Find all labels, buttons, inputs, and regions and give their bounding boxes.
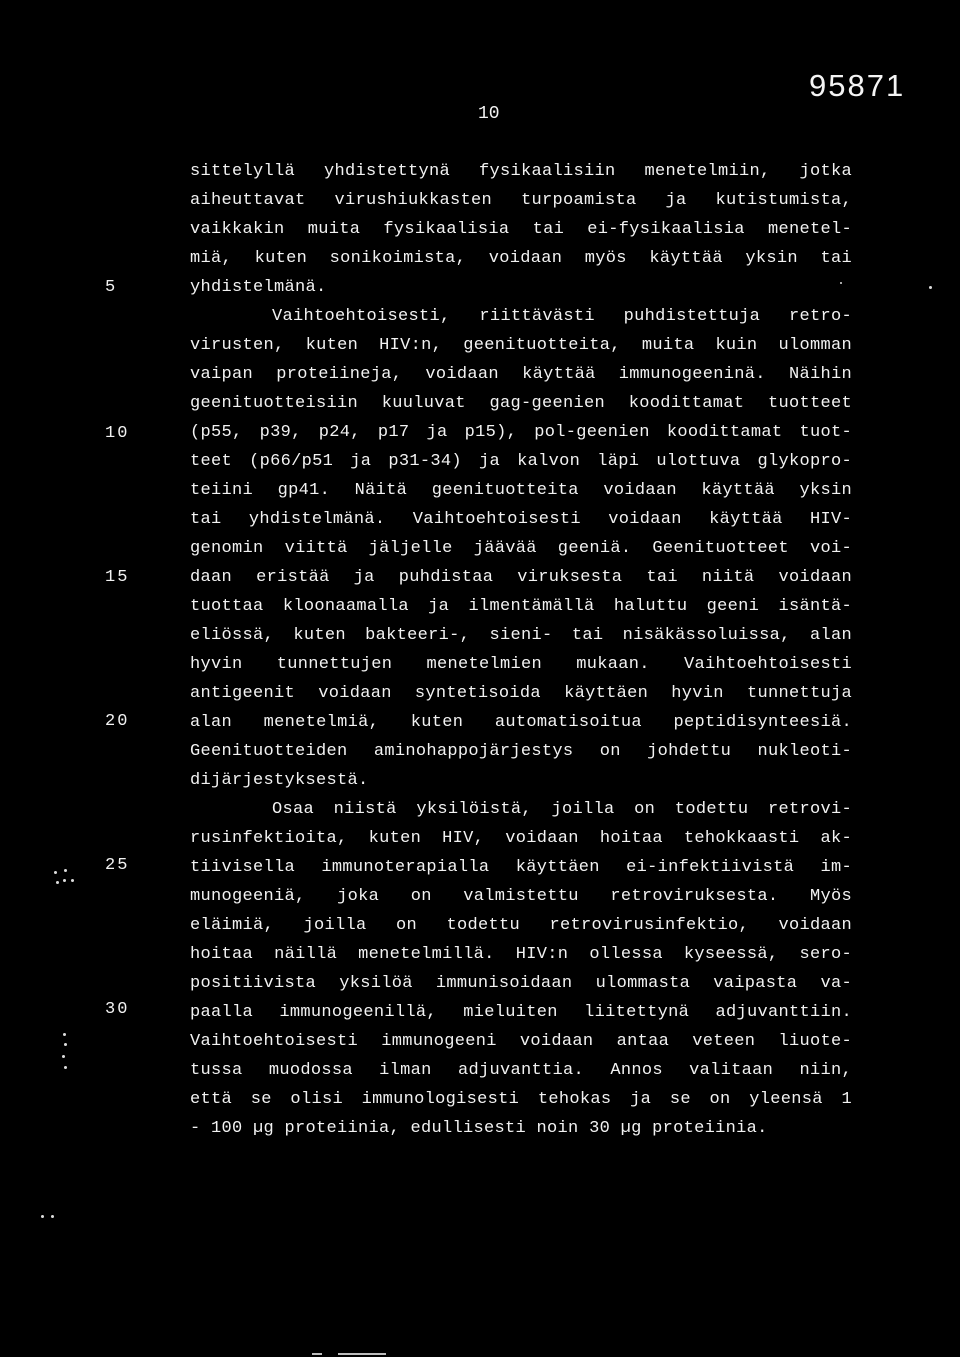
margin-line-number-5: 5	[105, 278, 118, 297]
text-line: eläimiä, joilla on todettu retrovirusinfektio, voidaan	[190, 916, 852, 935]
margin-line-number-20: 20	[105, 712, 130, 731]
text-line: paalla immunogeenillä, mieluiten liitettynä adjuvanttiin.	[190, 1003, 852, 1022]
text-line: Vaihtoehtoisesti, riittävästi puhdistettuja retro-	[272, 307, 852, 326]
scan-speck	[840, 282, 842, 284]
text-line: alan menetelmiä, kuten automatisoitua peptidisynteesiä.	[190, 713, 852, 732]
text-line: rusinfektioita, kuten HIV, voidaan hoitaa tehokkaasti ak-	[190, 829, 852, 848]
scan-speck	[71, 879, 74, 882]
text-line: daan eristää ja puhdistaa viruksesta tai niitä voidaan	[190, 568, 852, 587]
text-line: munogeeniä, joka on valmistettu retroviruksesta. Myös	[190, 887, 852, 906]
margin-line-number-25: 25	[105, 856, 130, 875]
text-line: sittelyllä yhdistettynä fysikaalisiin menetelmiin, jotka	[190, 162, 852, 181]
text-line: geenituotteisiin kuuluvat gag-geenien koodittamat tuotteet	[190, 394, 852, 413]
text-line: Geenituotteiden aminohappojärjestys on johdettu nukleoti-	[190, 742, 852, 761]
text-line: Osaa niistä yksilöistä, joilla on todettu retrovi-	[272, 800, 852, 819]
text-line: vaipan proteiineja, voidaan käyttää immunogeeninä. Näihin	[190, 365, 852, 384]
scan-speck	[41, 1215, 44, 1218]
margin-line-number-15: 15	[105, 568, 130, 587]
text-line: yhdistelmänä.	[190, 278, 327, 297]
text-line: virusten, kuten HIV:n, geenituotteita, muita kuin ulomman	[190, 336, 852, 355]
text-line: tuottaa kloonaamalla ja ilmentämällä haluttu geeni isäntä-	[190, 597, 852, 616]
text-line: - 100 µg proteiinia, edullisesti noin 30 µg proteiinia.	[190, 1119, 768, 1138]
scan-speck	[62, 1055, 65, 1058]
text-line: dijärjestyksestä.	[190, 771, 369, 790]
text-line: tai yhdistelmänä. Vaihtoehtoisesti voidaan käyttää HIV-	[190, 510, 852, 529]
scan-speck	[54, 871, 57, 874]
patent-number: 95871	[809, 68, 906, 103]
scan-edge-mark	[338, 1353, 386, 1355]
scan-speck	[64, 869, 67, 872]
scan-speck	[63, 1033, 66, 1036]
text-line: että se olisi immunologisesti tehokas ja se on yleensä 1	[190, 1090, 852, 1109]
text-line: vaikkakin muita fysikaalisia tai ei-fysikaalisia menetel-	[190, 220, 852, 239]
text-line: positiivista yksilöä immunisoidaan ulommasta vaipasta va-	[190, 974, 852, 993]
text-line: eliössä, kuten bakteeri-, sieni- tai nisäkässoluissa, alan	[190, 626, 852, 645]
text-line: tussa muodossa ilman adjuvanttia. Annos valitaan niin,	[190, 1061, 852, 1080]
page-number: 10	[478, 104, 500, 124]
text-line: hoitaa näillä menetelmillä. HIV:n ollessa kyseessä, sero-	[190, 945, 852, 964]
margin-line-number-30: 30	[105, 1000, 130, 1019]
scan-speck	[64, 1043, 67, 1046]
text-line: aiheuttavat virushiukkasten turpoamista ja kutistumista,	[190, 191, 852, 210]
text-line: miä, kuten sonikoimista, voidaan myös käyttää yksin tai	[190, 249, 852, 268]
text-line: (p55, p39, p24, p17 ja p15), pol-geenien koodittamat tuot-	[190, 423, 852, 442]
scan-speck	[64, 1066, 67, 1069]
scan-speck	[56, 881, 59, 884]
text-line: teiini gp41. Näitä geenituotteita voidaan käyttää yksin	[190, 481, 852, 500]
scan-speck	[63, 879, 66, 882]
scan-speck	[51, 1215, 54, 1218]
text-line: hyvin tunnettujen menetelmien mukaan. Vaihtoehtoisesti	[190, 655, 852, 674]
text-line: tiivisella immunoterapialla käyttäen ei-infektiivistä im-	[190, 858, 852, 877]
text-line: teet (p66/p51 ja p31-34) ja kalvon läpi ulottuva glykopro-	[190, 452, 852, 471]
margin-line-number-10: 10	[105, 424, 130, 443]
text-line: Vaihtoehtoisesti immunogeeni voidaan antaa veteen liuote-	[190, 1032, 852, 1051]
scan-edge-mark	[312, 1353, 322, 1355]
text-line: genomin viittä jäljelle jäävää geeniä. Geenituotteet voi-	[190, 539, 852, 558]
text-line: antigeenit voidaan syntetisoida käyttäen hyvin tunnettuja	[190, 684, 852, 703]
scan-speck	[929, 286, 932, 289]
